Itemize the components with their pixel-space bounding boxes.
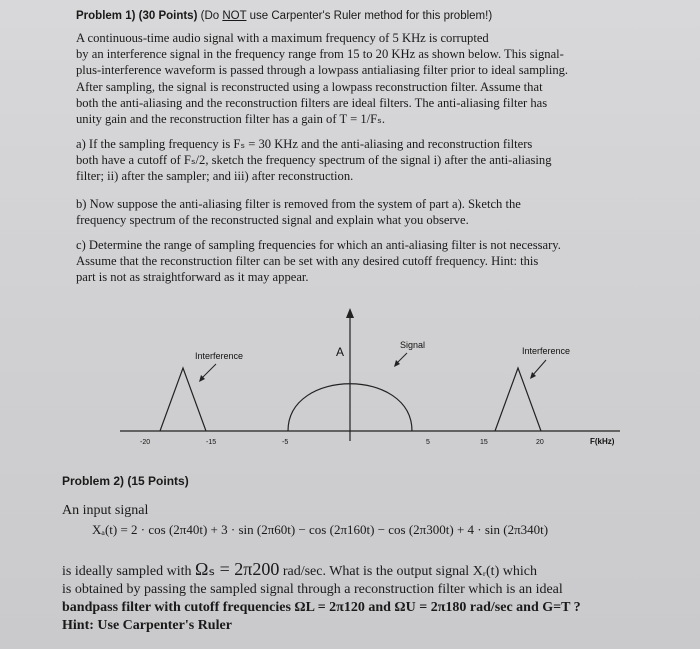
- signal-label: Signal: [400, 340, 426, 350]
- problem2-line-3: bandpass filter with cutoff frequencies ΩL = 2π120 and ΩU = 2π180 rad/sec and G=T ?: [62, 600, 581, 615]
- part-c-line: Assume that the reconstruction filter can be set with any desired cutoff frequency. Hint: this: [76, 254, 539, 269]
- part-a-line: filter; ii) after the sampler; and iii) after reconstruction.: [76, 169, 354, 184]
- tick-label: -20: [140, 439, 151, 446]
- interference-left-label: Interference: [195, 351, 244, 361]
- left-interference-triangle: [160, 368, 206, 431]
- spectrum-figure: [100, 306, 660, 456]
- problem2-line-2: is obtained by passing the sampled signal through a reconstruction filter which is an ideal: [62, 582, 563, 597]
- problem1-part-a: [76, 136, 666, 185]
- problem2-line-1b: rad/sec. What is the output signal Xᵣ(t) which: [279, 564, 537, 579]
- part-b-line: b) Now suppose the anti-aliasing filter is removed from the system of part a). Sketch the: [76, 197, 521, 211]
- frequency-axis-label: F(kHz): [590, 437, 615, 446]
- tick-label: -5: [282, 439, 289, 446]
- interference-right-arrow: [532, 360, 546, 376]
- part-a-line: a) If the sampling frequency is Fₛ = 30 KHz and the anti-aliasing and reconstruction filters: [76, 137, 533, 151]
- note-post: use Carpenter's Ruler method for this problem!): [246, 10, 493, 22]
- intro-line: After sampling, the signal is reconstructed using a lowpass reconstruction filter. Assume that: [76, 79, 543, 94]
- interference-left-arrow: [201, 364, 216, 379]
- problem2-hint: Hint: Use Carpenter's Ruler: [62, 618, 232, 633]
- problem1-intro: [76, 30, 666, 127]
- tick-label: 5: [426, 439, 430, 446]
- problem2-line-1a: is ideally sampled with: [62, 564, 195, 579]
- note-pre: (Do: [200, 10, 223, 22]
- interference-right-label: Interference: [522, 346, 571, 356]
- part-c-line: c) Determine the range of sampling frequencies for which an anti-aliasing filter is not necessary.: [76, 238, 561, 252]
- problem2-title: Problem 2) (15 Points): [62, 474, 189, 488]
- note-not: NOT: [222, 10, 247, 22]
- intro-line: plus-interference waveform is passed through a lowpass antialiasing filter prior to ideal sampling.: [76, 63, 569, 78]
- intro-line: both the anti-aliasing and the reconstruction filters are ideal filters. The anti-aliasing filter has: [76, 95, 548, 110]
- intro-line: by an interference signal in the frequency range from 15 to 20 KHz as shown below. This signal-: [76, 47, 564, 62]
- tick-label: 20: [536, 439, 544, 446]
- problem1-heading: Problem 1) (30 Points): [76, 10, 198, 22]
- input-signal-equation: Xₐ(t) = 2 · cos (2π40t) + 3 · sin (2π60t) − cos (2π160t) − cos (2π300t) + 4 · sin (2π340t): [92, 522, 549, 537]
- tick-label: 15: [480, 439, 488, 446]
- part-a-line: both have a cutoff of Fₛ/2, sketch the frequency spectrum of the signal i) after the anti-aliasing: [76, 153, 552, 168]
- problem1-part-b: [76, 196, 666, 228]
- part-c-line: part is not as straightforward as it may appear.: [76, 270, 309, 285]
- problem1-title: [76, 10, 492, 22]
- sampling-frequency: Ωₛ = 2π200: [194, 559, 280, 579]
- right-interference-triangle: [495, 368, 541, 431]
- intro-line: unity gain and the reconstruction filter has a gain of T = 1/Fₛ.: [76, 112, 385, 127]
- intro-line: A continuous-time audio signal with a maximum frequency of 5 KHz is corrupted: [76, 31, 489, 45]
- tick-label: -15: [206, 439, 217, 446]
- problem2-line-1: [62, 560, 692, 581]
- problem2-body: [62, 560, 692, 635]
- problem1-note: [201, 10, 493, 22]
- amplitude-axis-arrow: [346, 308, 354, 318]
- problem2-intro: An input signal: [62, 503, 149, 518]
- part-b-line: frequency spectrum of the reconstructed signal and explain what you observe.: [76, 213, 469, 228]
- amplitude-label: A: [336, 345, 345, 359]
- problem1-part-c: [76, 237, 666, 286]
